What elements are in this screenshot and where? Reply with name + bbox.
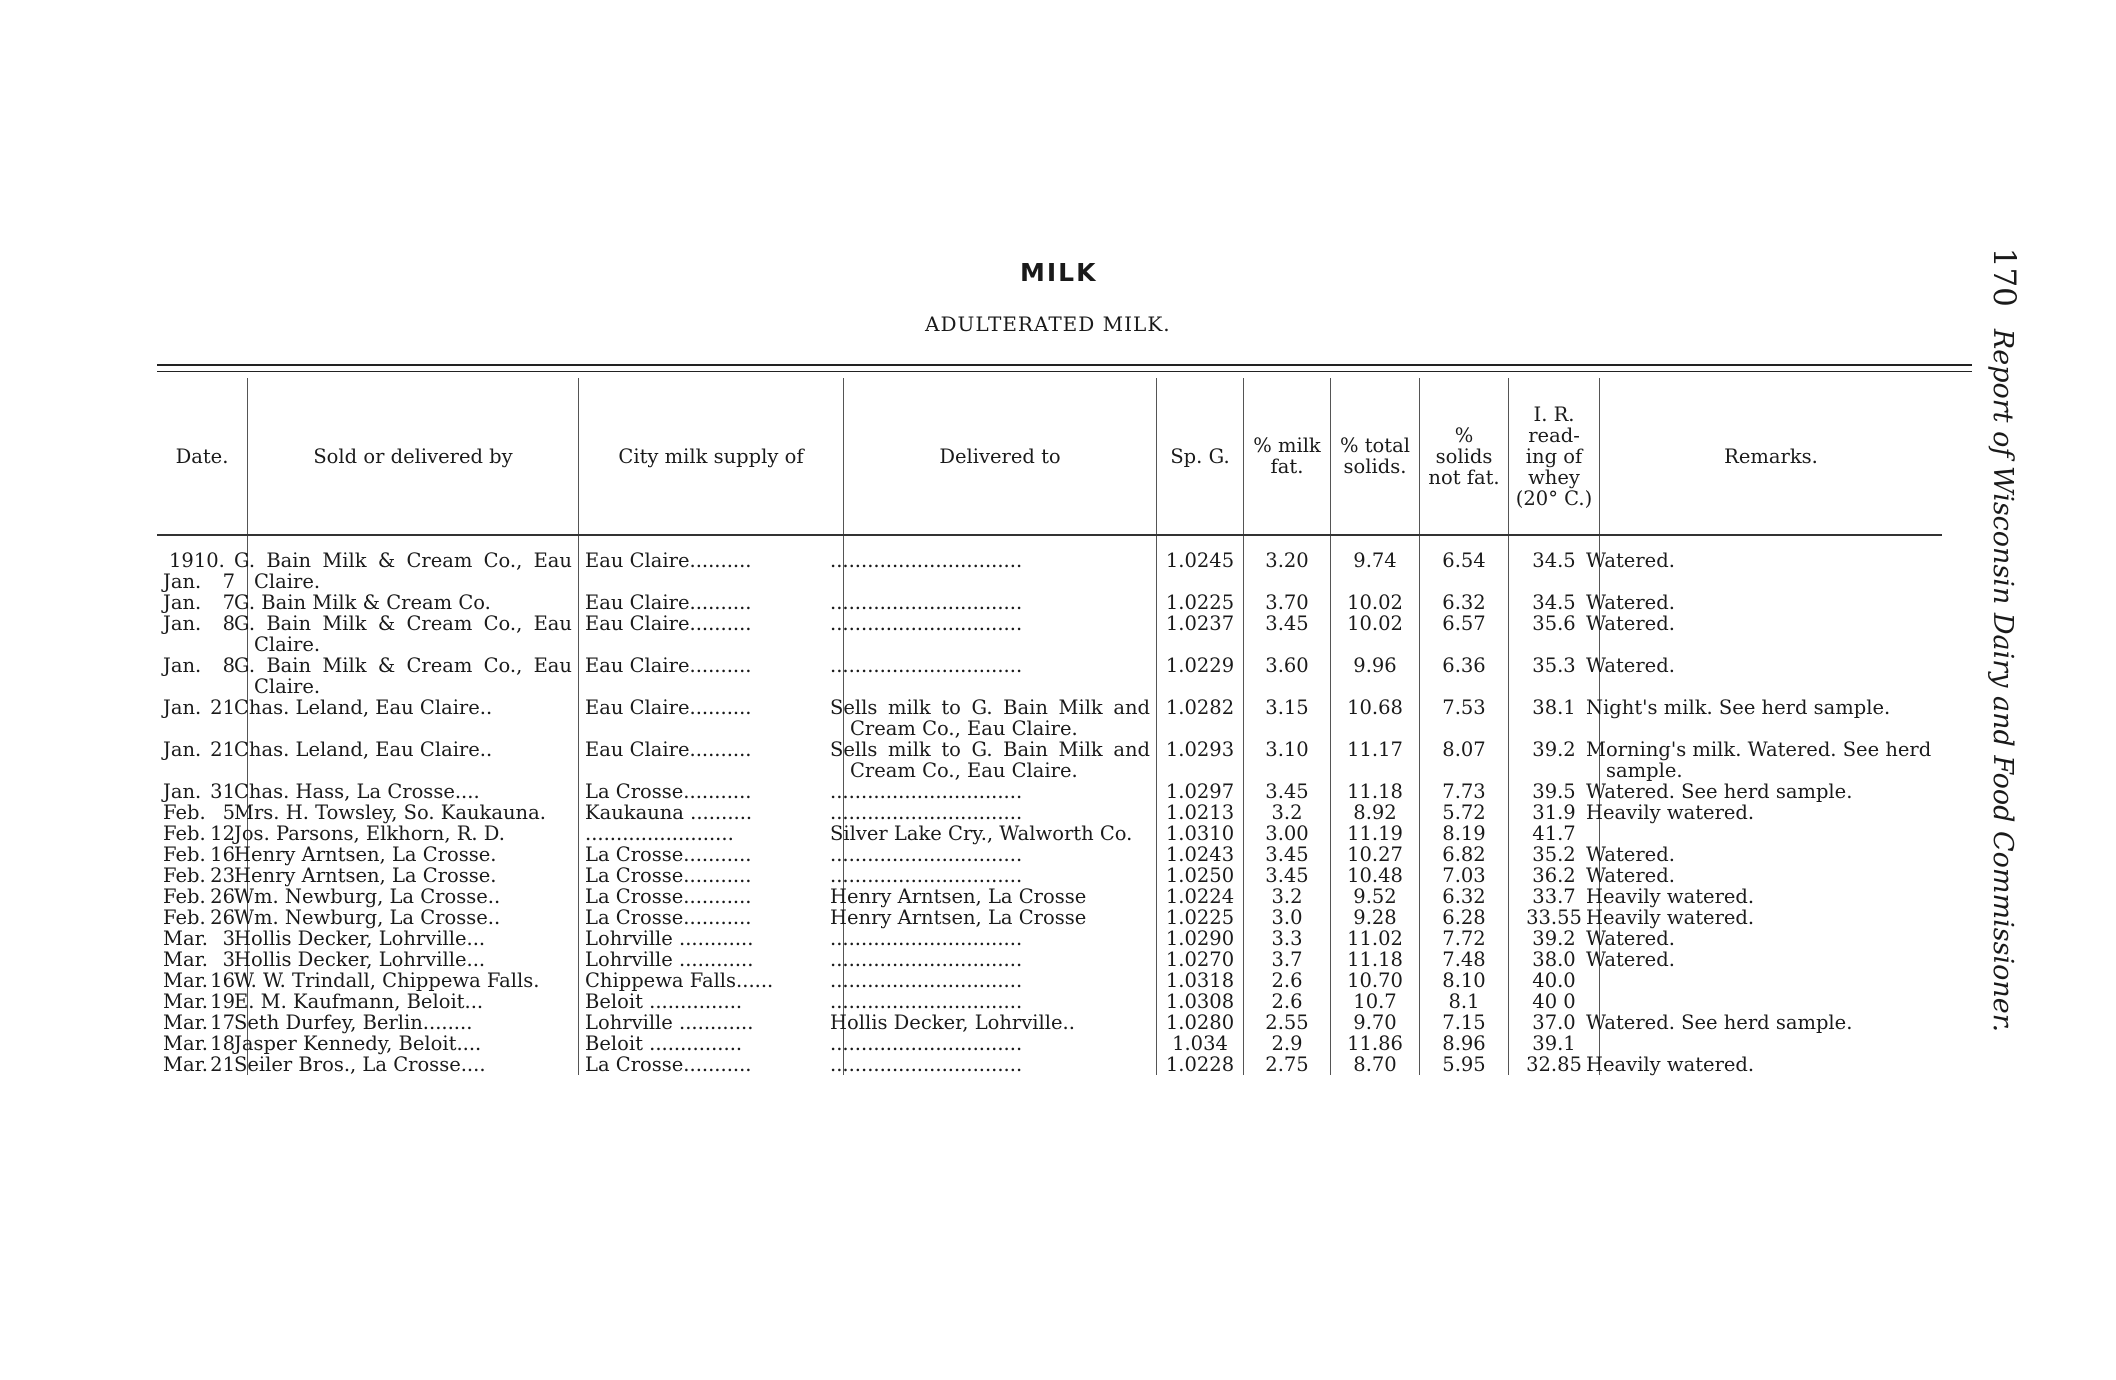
milk-fat-cell: 3.0 <box>1244 907 1331 928</box>
date-day: 18 <box>210 1032 235 1055</box>
city-supply-cell: La Crosse........... <box>579 907 844 928</box>
table-row <box>157 823 1942 844</box>
total-solids-cell: 9.28 <box>1331 907 1420 928</box>
date-month: Mar. <box>163 948 208 971</box>
delivered-to-cell: Henry Arntsen, La Crosse <box>844 886 1157 907</box>
ir-reading-cell: 40.0 <box>1509 970 1600 991</box>
milk-fat-cell: 3.00 <box>1244 823 1331 844</box>
top-rule <box>157 364 1972 366</box>
ir-reading-cell: 35.2 <box>1509 844 1600 865</box>
delivered-to-cell: Hollis Decker, Lohrville.. <box>844 1012 1157 1033</box>
total-solids-cell: 10.27 <box>1331 844 1420 865</box>
date-month: Mar. <box>163 1032 208 1055</box>
milk-fat-cell: 3.70 <box>1244 592 1331 613</box>
milk-fat-cell: 3.10 <box>1244 739 1331 781</box>
ir-reading-cell: 34.5 <box>1509 592 1600 613</box>
seller-cell: Hollis Decker, Lohrville... <box>248 949 579 970</box>
date-month: Feb. <box>163 864 206 887</box>
seller-cell: Chas. Leland, Eau Claire.. <box>248 697 579 739</box>
date-month: Feb. <box>163 906 206 929</box>
table-row <box>157 697 1942 739</box>
date-day: 7 <box>222 570 235 593</box>
date-day: 21 <box>210 1053 235 1076</box>
ir-reading-cell: 35.6 <box>1509 613 1600 655</box>
total-solids-cell: 9.74 <box>1331 535 1420 592</box>
table-row <box>157 781 1942 802</box>
date-day: 8 <box>222 654 235 677</box>
milk-fat-cell: 3.45 <box>1244 865 1331 886</box>
solids-not-fat-cell: 5.72 <box>1420 802 1509 823</box>
adulterated-milk-table <box>157 378 1942 1075</box>
ir-reading-cell: 39.2 <box>1509 928 1600 949</box>
solids-not-fat-cell: 6.57 <box>1420 613 1509 655</box>
date-month: Jan. <box>163 780 202 803</box>
delivered-to-cell: Sells milk to G. Bain Milk and Cream Co., Eau Claire. <box>844 739 1157 781</box>
milk-fat-cell: 2.75 <box>1244 1054 1331 1075</box>
running-head-text: Report of Wisconsin Dairy and Food Commissioner. <box>1987 328 2018 1033</box>
date-month: Mar. <box>163 1011 208 1034</box>
seller-cell: Seth Durfey, Berlin........ <box>248 1012 579 1033</box>
solids-not-fat-cell: 7.03 <box>1420 865 1509 886</box>
header-milk-fat: % milk fat. <box>1244 378 1331 535</box>
remarks-cell <box>1600 991 1943 1012</box>
remarks-cell: Heavily watered. <box>1600 886 1943 907</box>
table-row <box>157 886 1942 907</box>
sp-g-cell: 1.0237 <box>1157 613 1244 655</box>
milk-fat-cell: 2.9 <box>1244 1033 1331 1054</box>
header-ir-reading: I. R. read- ing of whey (20° C.) <box>1509 378 1600 535</box>
table-header-row <box>157 378 1942 535</box>
milk-fat-cell: 3.20 <box>1244 535 1331 592</box>
table-row <box>157 865 1942 886</box>
milk-fat-cell: 3.3 <box>1244 928 1331 949</box>
table-row <box>157 907 1942 928</box>
city-supply-cell: Eau Claire.......... <box>579 535 844 592</box>
milk-fat-cell: 3.7 <box>1244 949 1331 970</box>
remarks-cell: Watered. <box>1600 928 1943 949</box>
total-solids-cell: 10.7 <box>1331 991 1420 1012</box>
city-supply-cell: La Crosse........... <box>579 865 844 886</box>
delivered-to-cell: ............................... <box>844 949 1157 970</box>
milk-fat-cell: 3.45 <box>1244 844 1331 865</box>
delivered-to-cell: ............................... <box>844 1054 1157 1075</box>
date-month: Mar. <box>163 990 208 1013</box>
remarks-cell: Watered. <box>1600 865 1943 886</box>
seller-cell: Wm. Newburg, La Crosse.. <box>248 886 579 907</box>
solids-not-fat-cell: 6.36 <box>1420 655 1509 697</box>
page-number: 170 <box>1986 247 2022 307</box>
city-supply-cell: Lohrville ............ <box>579 949 844 970</box>
table-row <box>157 535 1942 592</box>
solids-not-fat-cell: 6.54 <box>1420 535 1509 592</box>
ir-reading-cell: 37.0 <box>1509 1012 1600 1033</box>
sp-g-cell: 1.0250 <box>1157 865 1244 886</box>
solids-not-fat-cell: 5.95 <box>1420 1054 1509 1075</box>
total-solids-cell: 10.70 <box>1331 970 1420 991</box>
ir-reading-cell: 38.0 <box>1509 949 1600 970</box>
delivered-to-cell: ............................... <box>844 655 1157 697</box>
seller-cell: G. Bain Milk & Cream Co., Eau Claire. <box>248 613 579 655</box>
table-row <box>157 1012 1942 1033</box>
city-supply-cell: Lohrville ............ <box>579 928 844 949</box>
total-solids-cell: 9.52 <box>1331 886 1420 907</box>
date-day: 3 <box>222 927 235 950</box>
city-supply-cell: Eau Claire.......... <box>579 739 844 781</box>
table-row <box>157 592 1942 613</box>
milk-fat-cell: 3.15 <box>1244 697 1331 739</box>
ir-reading-cell: 35.3 <box>1509 655 1600 697</box>
header-sold-by: Sold or delivered by <box>248 378 579 535</box>
solids-not-fat-cell: 6.82 <box>1420 844 1509 865</box>
date-day: 12 <box>210 822 235 845</box>
solids-not-fat-cell: 8.19 <box>1420 823 1509 844</box>
ir-reading-cell: 39.5 <box>1509 781 1600 802</box>
city-supply-cell: Lohrville ............ <box>579 1012 844 1033</box>
header-city-supply: City milk supply of <box>579 378 844 535</box>
city-supply-cell: Kaukauna .......... <box>579 802 844 823</box>
city-supply-cell: Beloit ............... <box>579 1033 844 1054</box>
ir-reading-cell: 33.55 <box>1509 907 1600 928</box>
city-supply-cell: Eau Claire.......... <box>579 655 844 697</box>
sp-g-cell: 1.0243 <box>1157 844 1244 865</box>
date-month: Jan. <box>163 738 202 761</box>
remarks-cell: Watered. <box>1600 613 1943 655</box>
total-solids-cell: 11.18 <box>1331 781 1420 802</box>
city-supply-cell: Eau Claire.......... <box>579 697 844 739</box>
delivered-to-cell: Henry Arntsen, La Crosse <box>844 907 1157 928</box>
table-row <box>157 928 1942 949</box>
delivered-to-cell: ............................... <box>844 928 1157 949</box>
sp-g-cell: 1.0290 <box>1157 928 1244 949</box>
remarks-cell: Heavily watered. <box>1600 1054 1943 1075</box>
delivered-to-cell: ............................... <box>844 865 1157 886</box>
date-month: Mar. <box>163 927 208 950</box>
solids-not-fat-cell: 6.28 <box>1420 907 1509 928</box>
table-row <box>157 991 1942 1012</box>
date-day: 16 <box>210 843 235 866</box>
table-row <box>157 739 1942 781</box>
sp-g-cell: 1.0213 <box>1157 802 1244 823</box>
seller-cell: Jos. Parsons, Elkhorn, R. D. <box>248 823 579 844</box>
date-day: 19 <box>210 990 235 1013</box>
total-solids-cell: 11.02 <box>1331 928 1420 949</box>
table-row <box>157 1033 1942 1054</box>
city-supply-cell: La Crosse........... <box>579 1054 844 1075</box>
solids-not-fat-cell: 6.32 <box>1420 592 1509 613</box>
total-solids-cell: 11.18 <box>1331 949 1420 970</box>
date-day: 31 <box>210 780 235 803</box>
solids-not-fat-cell: 7.48 <box>1420 949 1509 970</box>
total-solids-cell: 9.70 <box>1331 1012 1420 1033</box>
milk-fat-cell: 2.6 <box>1244 991 1331 1012</box>
remarks-cell <box>1600 823 1943 844</box>
ir-reading-cell: 32.85 <box>1509 1054 1600 1075</box>
total-solids-cell: 10.02 <box>1331 613 1420 655</box>
sp-g-cell: 1.034 <box>1157 1033 1244 1054</box>
sp-g-cell: 1.0318 <box>1157 970 1244 991</box>
total-solids-cell: 11.86 <box>1331 1033 1420 1054</box>
solids-not-fat-cell: 6.32 <box>1420 886 1509 907</box>
date-day: 23 <box>210 864 235 887</box>
delivered-to-cell: Silver Lake Cry., Walworth Co. <box>844 823 1157 844</box>
delivered-to-cell: Sells milk to G. Bain Milk and Cream Co., Eau Claire. <box>844 697 1157 739</box>
remarks-cell: Watered. See herd sample. <box>1600 781 1943 802</box>
city-supply-cell: La Crosse........... <box>579 886 844 907</box>
delivered-to-cell: ............................... <box>844 592 1157 613</box>
delivered-to-cell: ............................... <box>844 844 1157 865</box>
milk-fat-cell: 3.60 <box>1244 655 1331 697</box>
remarks-cell: Watered. <box>1600 535 1943 592</box>
solids-not-fat-cell: 7.72 <box>1420 928 1509 949</box>
header-sp-g: Sp. G. <box>1157 378 1244 535</box>
date-month: Feb. <box>163 885 206 908</box>
date-day: 3 <box>222 948 235 971</box>
ir-reading-cell: 31.9 <box>1509 802 1600 823</box>
milk-fat-cell: 2.55 <box>1244 1012 1331 1033</box>
sp-g-cell: 1.0270 <box>1157 949 1244 970</box>
delivered-to-cell: ............................... <box>844 781 1157 802</box>
seller-cell: W. W. Trindall, Chippewa Falls. <box>248 970 579 991</box>
ir-reading-cell: 38.1 <box>1509 697 1600 739</box>
solids-not-fat-cell: 7.73 <box>1420 781 1509 802</box>
solids-not-fat-cell: 8.1 <box>1420 991 1509 1012</box>
remarks-cell: Watered. <box>1600 949 1943 970</box>
total-solids-cell: 10.48 <box>1331 865 1420 886</box>
remarks-cell: Watered. <box>1600 592 1943 613</box>
date-day: 21 <box>210 738 235 761</box>
date-day: 26 <box>210 906 235 929</box>
total-solids-cell: 11.17 <box>1331 739 1420 781</box>
date-month: Feb. <box>163 843 206 866</box>
total-solids-cell: 11.19 <box>1331 823 1420 844</box>
remarks-cell: Heavily watered. <box>1600 802 1943 823</box>
date-day: 16 <box>210 969 235 992</box>
ir-reading-cell: 39.2 <box>1509 739 1600 781</box>
sp-g-cell: 1.0308 <box>1157 991 1244 1012</box>
city-supply-cell: Beloit ............... <box>579 991 844 1012</box>
date-month: Mar. <box>163 1053 208 1076</box>
delivered-to-cell: ............................... <box>844 991 1157 1012</box>
table-row <box>157 613 1942 655</box>
table-title: ADULTERATED MILK. <box>925 312 1171 336</box>
seller-cell: Henry Arntsen, La Crosse. <box>248 865 579 886</box>
delivered-to-cell: ............................... <box>844 802 1157 823</box>
date-month: Mar. <box>163 969 208 992</box>
page-title: MILK <box>1020 258 1098 287</box>
table-row <box>157 844 1942 865</box>
solids-not-fat-cell: 8.96 <box>1420 1033 1509 1054</box>
seller-cell: Seiler Bros., La Crosse.... <box>248 1054 579 1075</box>
date-day: 8 <box>222 612 235 635</box>
ir-reading-cell: 36.2 <box>1509 865 1600 886</box>
ir-reading-cell: 34.5 <box>1509 535 1600 592</box>
sp-g-cell: 1.0225 <box>1157 592 1244 613</box>
city-supply-cell: Chippewa Falls...... <box>579 970 844 991</box>
remarks-cell <box>1600 1033 1943 1054</box>
ir-reading-cell: 40 0 <box>1509 991 1600 1012</box>
date-month: Feb. <box>163 822 206 845</box>
sp-g-cell: 1.0282 <box>1157 697 1244 739</box>
table-row <box>157 949 1942 970</box>
city-supply-cell: La Crosse........... <box>579 844 844 865</box>
date-day: 17 <box>210 1011 235 1034</box>
total-solids-cell: 9.96 <box>1331 655 1420 697</box>
city-supply-cell: Eau Claire.......... <box>579 592 844 613</box>
total-solids-cell: 8.70 <box>1331 1054 1420 1075</box>
remarks-cell: Morning's milk. Watered. See herd sample. <box>1600 739 1943 781</box>
sp-g-cell: 1.0280 <box>1157 1012 1244 1033</box>
city-supply-cell: ........................ <box>579 823 844 844</box>
seller-cell: Chas. Hass, La Crosse.... <box>248 781 579 802</box>
sp-g-cell: 1.0297 <box>1157 781 1244 802</box>
date-month: Jan. <box>163 591 202 614</box>
date-month: Jan. <box>163 570 202 593</box>
top-rule-second <box>157 371 1972 372</box>
remarks-cell: Watered. See herd sample. <box>1600 1012 1943 1033</box>
city-supply-cell: Eau Claire.......... <box>579 613 844 655</box>
date-month: Jan. <box>163 612 202 635</box>
milk-fat-cell: 3.45 <box>1244 781 1331 802</box>
total-solids-cell: 8.92 <box>1331 802 1420 823</box>
date-month: Feb. <box>163 801 206 824</box>
solids-not-fat-cell: 7.53 <box>1420 697 1509 739</box>
delivered-to-cell: ............................... <box>844 535 1157 592</box>
seller-cell: G. Bain Milk & Cream Co. <box>248 592 579 613</box>
date-day: 21 <box>210 696 235 719</box>
header-date: Date. <box>157 378 248 535</box>
solids-not-fat-cell: 7.15 <box>1420 1012 1509 1033</box>
seller-cell: Mrs. H. Towsley, So. Kaukauna. <box>248 802 579 823</box>
seller-cell: G. Bain Milk & Cream Co., Eau Claire. <box>248 535 579 592</box>
date-month: Jan. <box>163 696 202 719</box>
seller-cell: Wm. Newburg, La Crosse.. <box>248 907 579 928</box>
sp-g-cell: 1.0245 <box>1157 535 1244 592</box>
remarks-cell: Heavily watered. <box>1600 907 1943 928</box>
table-row <box>157 1054 1942 1075</box>
sp-g-cell: 1.0224 <box>1157 886 1244 907</box>
ir-reading-cell: 33.7 <box>1509 886 1600 907</box>
seller-cell: Hollis Decker, Lohrville... <box>248 928 579 949</box>
table-row <box>157 970 1942 991</box>
header-solids-not-fat: % solids not fat. <box>1420 378 1509 535</box>
seller-cell: Jasper Kennedy, Beloit.... <box>248 1033 579 1054</box>
delivered-to-cell: ............................... <box>844 970 1157 991</box>
remarks-cell: Watered. <box>1600 655 1943 697</box>
seller-cell: E. M. Kaufmann, Beloit... <box>248 991 579 1012</box>
header-total-solids: % total solids. <box>1331 378 1420 535</box>
sp-g-cell: 1.0228 <box>1157 1054 1244 1075</box>
milk-fat-cell: 3.2 <box>1244 802 1331 823</box>
ir-reading-cell: 41.7 <box>1509 823 1600 844</box>
city-supply-cell: La Crosse........... <box>579 781 844 802</box>
milk-fat-cell: 2.6 <box>1244 970 1331 991</box>
solids-not-fat-cell: 8.07 <box>1420 739 1509 781</box>
milk-fat-cell: 3.2 <box>1244 886 1331 907</box>
header-delivered-to: Delivered to <box>844 378 1157 535</box>
table-row <box>157 802 1942 823</box>
sp-g-cell: 1.0229 <box>1157 655 1244 697</box>
remarks-cell <box>1600 970 1943 991</box>
delivered-to-cell: ............................... <box>844 613 1157 655</box>
total-solids-cell: 10.68 <box>1331 697 1420 739</box>
ir-reading-cell: 39.1 <box>1509 1033 1600 1054</box>
delivered-to-cell: ............................... <box>844 1033 1157 1054</box>
seller-cell: G. Bain Milk & Cream Co., Eau Claire. <box>248 655 579 697</box>
sp-g-cell: 1.0293 <box>1157 739 1244 781</box>
remarks-cell: Night's milk. See herd sample. <box>1600 697 1943 739</box>
seller-cell: Chas. Leland, Eau Claire.. <box>248 739 579 781</box>
remarks-cell: Watered. <box>1600 844 1943 865</box>
seller-cell: Henry Arntsen, La Crosse. <box>248 844 579 865</box>
sp-g-cell: 1.0310 <box>1157 823 1244 844</box>
table-row <box>157 655 1942 697</box>
date-day: 7 <box>222 591 235 614</box>
year-label: 1910. <box>169 549 225 572</box>
date-day: 5 <box>222 801 235 824</box>
date-day: 26 <box>210 885 235 908</box>
solids-not-fat-cell: 8.10 <box>1420 970 1509 991</box>
sp-g-cell: 1.0225 <box>1157 907 1244 928</box>
header-remarks: Remarks. <box>1600 378 1943 535</box>
date-month: Jan. <box>163 654 202 677</box>
milk-fat-cell: 3.45 <box>1244 613 1331 655</box>
total-solids-cell: 10.02 <box>1331 592 1420 613</box>
